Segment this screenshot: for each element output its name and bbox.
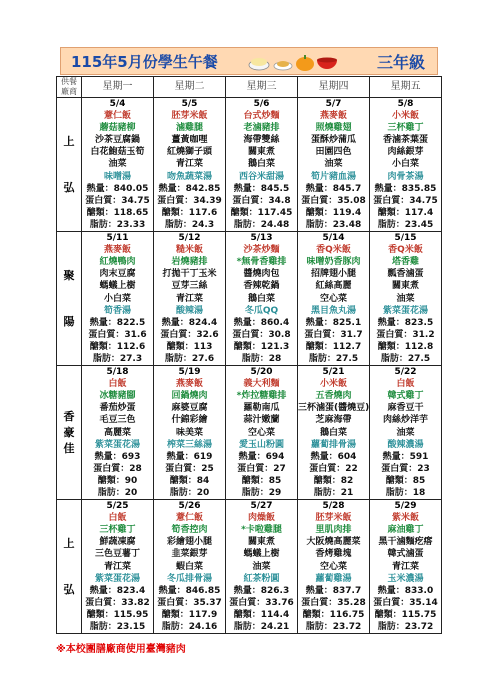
side-dish: 油菜 [252,561,271,572]
nutrition-value: 熱量：837.7 [305,585,362,596]
nutrition-value: 醣類：84 [169,475,210,486]
side-dish: 醬燒肉包 [243,269,280,280]
menu-day-cell [82,98,154,232]
side-dish: 蝦白菜 [175,561,203,572]
supplier-name-char: 弘 [63,180,75,194]
soup: 黑目魚丸湯 [310,305,356,316]
main-dish: 三杯雞丁 [387,123,424,134]
nutrition-value: 蛋白質：25 [165,463,214,474]
main-dish: 味噌奶香豚肉 [306,257,361,268]
staple-food: 台式炒麵 [243,111,280,122]
supplier-name-char: 聚 [63,268,75,282]
nutrition-value: 醣類：113 [166,341,213,352]
soup: 蘿蔔雞湯 [315,573,352,584]
side-dish: 油菜 [396,293,415,304]
nutrition-value: 脂肪：27.3 [92,353,143,364]
menu-day-cell [370,98,442,232]
nutrition-value: 熱量：823.4 [89,585,146,596]
week-row [57,98,442,232]
main-dish: 蘑菇豬柳 [99,123,136,134]
supplier-cell [57,98,82,232]
side-dish: 白花鮑菇玉筍 [90,147,145,158]
side-dish: 三杯滷蛋(醬燒豆) [298,403,369,414]
main-dish: 老滷豬排 [243,123,280,134]
nutrition-value: 熱量：835.85 [374,183,437,194]
menu-date: 5/25 [106,501,129,512]
week-row [57,500,442,634]
staple-food: 義大利麵 [243,379,280,390]
nutrition-value: 熱量：823.5 [377,317,434,328]
nutrition-value: 蛋白質：34.8 [232,195,291,206]
side-dish: 油菜 [108,159,127,170]
menu-date: 5/11 [106,233,129,244]
staple-food: 小米飯 [319,379,347,390]
side-dish: 毛豆三色 [99,415,136,426]
side-dish: 油菜 [324,159,343,170]
staple-food: 白飯 [108,379,127,390]
side-dish: 招牌翅小腿 [310,269,356,280]
side-dish: 螞蟻上樹 [243,549,280,560]
staple-food: 香Q米飯 [388,245,423,256]
nutrition-value: 脂肪：23.45 [377,219,434,230]
side-dish: 海帶雙絲 [243,135,280,146]
side-dish: 田園四色 [315,147,352,158]
nutrition-value: 脂肪：20 [169,488,210,498]
nutrition-value: 脂肪：24.3 [164,219,215,230]
soup: 紅茶粉圓 [243,573,280,584]
supplier-cell [57,500,82,634]
day-header-tuesday: 星期二 [154,77,226,98]
nutrition-value: 脂肪：23.15 [89,622,146,633]
side-dish: 味美菜 [175,427,203,438]
menu-day-cell [298,98,370,232]
nutrition-value: 熱量：824.4 [161,317,218,328]
side-dish: 空心菜 [319,561,347,572]
nutrition-value: 熱量：840.05 [86,183,149,194]
nutrition-value: 醣類：115.95 [86,609,149,620]
nutrition-value: 蛋白質：34.75 [373,195,438,206]
nutrition-value: 脂肪：27.5 [308,353,359,364]
menu-date: 5/27 [250,501,273,512]
supplier-name-char: 陽 [63,314,75,328]
nutrition-value: 醣類：114.4 [233,609,290,620]
side-dish: 空心菜 [247,427,275,438]
main-dish: 滷雞腿 [175,123,203,134]
soup: 冬瓜QQ [244,305,279,316]
nutrition-value: 脂肪：23.72 [305,622,362,633]
nutrition-value: 蛋白質：33.76 [229,597,294,608]
menu-day-cell [82,500,154,634]
side-dish: 番茄炒蛋 [99,403,136,414]
staple-food: 糙米飯 [175,245,203,256]
menu-day-cell [370,232,442,366]
nutrition-value: 熱量：822.5 [89,317,146,328]
supplier-cell [57,366,82,500]
main-dish: 五香燒肉 [315,391,352,402]
nutrition-value: 脂肪：28 [241,353,282,364]
main-dish: 冰糖豬腳 [99,391,136,402]
menu-day-cell [82,232,154,366]
nutrition-value: 熱量：833.0 [377,585,434,596]
side-dish: 肉絲銀芽 [387,147,424,158]
nutrition-value: 醣類：117.45 [230,207,293,218]
side-dish: 香烤雞塊 [315,549,352,560]
supplier-name-char: 豪 [63,425,75,439]
staple-food: 胚芽米飯 [315,513,352,524]
side-dish: 肉絲炒洋芋 [382,415,428,426]
nutrition-value: 脂肪：23.48 [305,219,362,230]
menu-date: 5/20 [250,367,273,378]
side-dish: 青江菜 [391,561,419,572]
nutrition-value: 醣類：119.4 [305,207,362,218]
side-dish: 螞蟻上樹 [99,281,136,292]
soup: 肉骨茶湯 [387,171,424,182]
nutrition-value: 蛋白質：28 [93,463,142,474]
supplier-cell [57,232,82,366]
side-dish: 鮮蔬凍腐 [99,537,136,548]
main-dish: 照燒雞翅 [315,123,352,134]
nutrition-value: 熱量：694 [238,451,285,462]
soup: 紫菜蛋花湯 [94,439,140,450]
menu-day-cell [370,500,442,634]
menu-day-cell [154,98,226,232]
side-dish: 青江菜 [175,293,203,304]
soup: 味噌湯 [103,171,131,182]
main-dish: 塔香雞 [391,257,419,268]
side-dish: 麻婆豆腐 [171,403,208,414]
nutrition-value: 蛋白質：31.6 [88,329,147,340]
day-header-wednesday: 星期三 [226,77,298,98]
menu-day-cell [226,98,298,232]
nutrition-value: 醣類：112.7 [305,341,362,352]
soup: 筍香湯 [103,305,131,316]
nutrition-value: 熱量：860.4 [233,317,290,328]
nutrition-value: 熱量：845.7 [305,183,362,194]
soup: 酸辣濃湯 [387,439,424,450]
side-dish: 關東煮 [247,537,275,548]
supplier-name-char: 佳 [63,441,75,455]
side-dish: 麻香豆干 [387,403,424,414]
nutrition-value: 脂肪：24.48 [233,219,290,230]
nutrition-value: 脂肪：27.6 [164,353,215,364]
soup: 紫菜蛋花湯 [94,573,140,584]
menu-date: 5/8 [397,99,414,109]
side-dish: 小白菜 [103,293,131,304]
side-dish: 黑干滷麵疙瘩 [378,537,433,548]
day-header-thursday: 星期四 [298,77,370,98]
menu-date: 5/22 [394,367,417,378]
nutrition-value: 脂肪：24.21 [233,622,290,633]
menu-day-cell [226,232,298,366]
nutrition-value: 熱量：826.3 [233,585,290,596]
staple-food: 白飯 [396,379,415,390]
nutrition-value: 熱量：693 [94,451,141,462]
side-dish: 高麗菜 [103,427,131,438]
nutrition-value: 脂肪：23.72 [377,622,434,633]
main-dish: 韓式雞丁 [387,391,424,402]
supplier-name-char: 香 [63,409,75,423]
side-dish: 肉末豆腐 [99,269,136,280]
day-header-friday: 星期五 [370,77,442,98]
nutrition-value: 熱量：591 [382,451,429,462]
menu-title: 115年5月份學生午餐 [71,53,218,71]
nutrition-value: 熱量：825.1 [305,317,362,328]
menu-header [60,47,438,75]
week-row [57,232,442,366]
soup: 蘿蔔排骨湯 [310,439,356,450]
side-dish: 油菜 [396,427,415,438]
nutrition-value: 熱量：845.5 [233,183,290,194]
soup: 筍片豬血湯 [310,171,356,182]
menu-day-cell [154,232,226,366]
nutrition-value: 脂肪：23.33 [89,219,146,230]
pumpkin-icon [296,55,314,71]
menu-day-cell [298,500,370,634]
menu-date: 5/18 [106,367,129,378]
staple-food: 薏仁飯 [103,111,131,122]
dish-icon [274,61,292,70]
side-dish: 韓式滷蛋 [387,549,424,560]
supplier-name-char: 弘 [63,582,75,596]
nutrition-value: 脂肪：29 [241,488,282,498]
supplier-name-char: 上 [63,536,75,550]
staple-food: 燕麥飯 [319,111,347,122]
side-dish: 大阪燒高麗菜 [306,537,361,548]
nutrition-value: 蛋白質：22 [309,463,358,474]
nutrition-value: 脂肪：20 [97,488,138,498]
menu-date: 5/7 [325,99,342,109]
nutrition-value: 蛋白質：35.14 [373,597,438,608]
side-dish: 打拋干丁玉米 [162,269,217,280]
supplier-column-header: 供餐 廠商 [57,77,82,98]
nutrition-value: 蛋白質：27 [237,463,286,474]
soup: 愛玉山粉圓 [238,439,284,450]
rice-bowl-icon [249,58,269,70]
side-dish: 紅燒獅子頭 [166,147,212,158]
menu-day-cell [154,500,226,634]
side-dish: 關東煮 [391,281,419,292]
pork-origin-note: ※本校團膳廠商使用臺灣豬肉 [56,644,186,655]
side-dish: 關東煮 [247,147,275,158]
side-dish: 香辣乾鍋 [243,281,280,292]
menu-date: 5/29 [394,501,417,512]
staple-food: 紫米飯 [391,513,419,524]
side-dish: 青江菜 [103,561,131,572]
menu-day-cell [370,366,442,500]
side-dish: 彩繪翅小腿 [166,537,212,548]
side-dish: 小白菜 [391,159,419,170]
main-dish: 三杯雞丁 [99,525,136,536]
soup: 西谷米甜湯 [238,171,284,182]
staple-food: 白飯 [108,513,127,524]
nutrition-value: 熱量：842.85 [158,183,221,194]
nutrition-value: 醣類：117.4 [377,207,434,218]
side-dish: 羅勒南瓜 [243,403,280,414]
side-dish: 蒜汁嫩蘭 [243,415,280,426]
main-dish: 岩燒豬排 [171,257,208,268]
menu-date: 5/12 [178,233,201,244]
soup: 紫菜蛋花湯 [382,305,428,316]
nutrition-value: 脂肪：21 [313,488,354,498]
menu-day-cell [82,366,154,500]
soup: 榨菜三絲湯 [166,439,212,450]
soup: 冬瓜排骨湯 [166,573,212,584]
soup: 玉米濃湯 [387,573,424,584]
nutrition-value: 醣類：85 [241,475,282,486]
side-dish: 鵝白菜 [247,159,275,170]
week-row [57,366,442,500]
nutrition-value: 蛋白質：31.2 [376,329,435,340]
nutrition-value: 蛋白質：30.8 [232,329,291,340]
side-dish: 空心菜 [319,293,347,304]
staple-food: 薏仁飯 [175,513,203,524]
nutrition-value: 蛋白質：33.82 [85,597,150,608]
soup: 吻魚蔬菜湯 [166,171,212,182]
side-dish: 韭菜銀芽 [171,549,208,560]
nutrition-value: 蛋白質：31.7 [304,329,363,340]
nutrition-value: 脂肪：24.16 [161,622,218,633]
soup-bowl-icon [317,58,337,70]
table-header-row [57,77,442,98]
menu-day-cell [298,366,370,500]
menu-date: 5/6 [253,99,270,109]
grade-label: 三年級 [376,53,425,72]
side-dish: 紅絲高麗 [315,281,352,292]
main-dish: 回鍋燒肉 [171,391,208,402]
main-dish: 里肌肉排 [315,525,352,536]
day-header-monday: 星期一 [82,77,154,98]
side-dish: 鵝白菜 [247,293,275,304]
nutrition-value: 醣類：117.9 [161,609,218,620]
nutrition-value: 蛋白質：35.28 [301,597,366,608]
nutrition-value: 蛋白質：34.75 [85,195,150,206]
main-dish: 紅燒鴨肉 [99,257,136,268]
nutrition-value: 醣類：85 [385,475,426,486]
nutrition-value: 醣類：112.8 [377,341,434,352]
nutrition-value: 熱量：619 [166,451,213,462]
main-dish: 筍香控肉 [171,525,208,536]
menu-date: 5/5 [181,99,198,109]
lunch-menu-table [56,76,442,634]
side-dish: 三色豆薯丁 [94,549,140,560]
nutrition-value: 醣類：116.75 [302,609,365,620]
menu-day-cell [154,366,226,500]
side-dish: 瓢香滷蛋 [387,269,424,280]
main-dish: *卡啦雞腿 [241,525,282,536]
side-dish: 香滷茶葉蛋 [382,135,428,146]
staple-food: 沙茶炒麵 [243,245,280,256]
nutrition-value: 蛋白質：23 [381,463,430,474]
menu-day-cell [226,366,298,500]
nutrition-value: 脂肪：27.5 [380,353,431,364]
side-dish: 青江菜 [175,159,203,170]
menu-day-cell [298,232,370,366]
side-dish: 鵝白菜 [319,427,347,438]
staple-food: 小米飯 [391,111,419,122]
menu-date: 5/19 [178,367,201,378]
nutrition-value: 蛋白質：34.39 [157,195,222,206]
supplier-name-char: 上 [63,134,75,148]
nutrition-value: 醣類：118.65 [86,207,149,218]
staple-food: 香Q米飯 [316,245,351,256]
nutrition-value: 脂肪：18 [385,488,426,498]
soup: 酸辣湯 [175,305,203,316]
staple-food: 肉燥飯 [247,513,275,524]
nutrition-value: 蛋白質：35.08 [301,195,366,206]
main-dish: 麻油雞丁 [387,525,424,536]
main-dish: *無骨香雞排 [236,257,287,268]
side-dish: 沙茶豆腐鍋 [94,135,140,146]
menu-date: 5/21 [322,367,345,378]
menu-date: 5/26 [178,501,201,512]
side-dish: 薑黃咖哩 [171,135,208,146]
nutrition-value: 醣類：82 [313,475,354,486]
nutrition-value: 醣類：117.6 [161,207,218,218]
nutrition-value: 醣類：90 [97,475,138,486]
side-dish: 芝麻海帶 [315,415,352,426]
staple-food: 燕麥飯 [175,379,203,390]
nutrition-value: 蛋白質：32.6 [160,329,219,340]
staple-food: 燕麥飯 [103,245,131,256]
menu-day-cell [226,500,298,634]
menu-date: 5/15 [394,233,417,244]
menu-date: 5/13 [250,233,273,244]
nutrition-value: 熱量：604 [310,451,357,462]
side-dish: 蛋酥炒蒲瓜 [310,135,356,146]
nutrition-value: 熱量：846.85 [158,585,221,596]
menu-date: 5/4 [109,99,126,109]
nutrition-value: 醣類：121.3 [233,341,290,352]
nutrition-value: 蛋白質：35.37 [157,597,222,608]
menu-date: 5/28 [322,501,345,512]
menu-date: 5/14 [322,233,345,244]
staple-food: 胚芽米飯 [171,111,208,122]
nutrition-value: 醣類：112.6 [89,341,146,352]
food-illustration-icon [247,50,347,74]
side-dish: 豆芽三絲 [171,281,208,292]
side-dish: 什錦彩繪 [171,415,208,426]
nutrition-value: 醣類：115.75 [374,609,437,620]
main-dish: *炸拉糖雞排 [236,391,287,402]
